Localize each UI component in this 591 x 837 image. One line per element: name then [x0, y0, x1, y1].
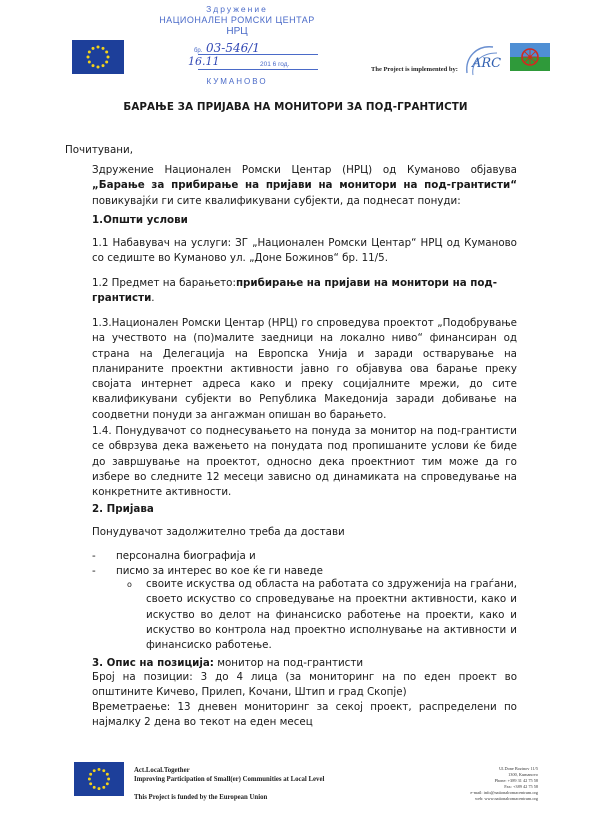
arc-logo: [463, 43, 505, 77]
stamp-city: КУМАНОВО: [206, 77, 268, 86]
section-3-duration: Времетраење: 13 дневен мониторинг за секој проект, распределени по најмалку 2 дена во текот на еден месец: [92, 701, 517, 729]
stamp-line-association: Здружение: [206, 4, 268, 14]
eu-stars-icon: [72, 40, 124, 74]
eu-star-icon: [92, 64, 95, 67]
eu-star-icon: [97, 46, 100, 49]
eu-star-icon: [106, 782, 109, 785]
eu-star-icon: [98, 768, 101, 771]
eu-star-icon: [98, 787, 101, 790]
contact-line: Fax: +389 42 75 58: [504, 784, 538, 790]
eu-star-icon: [88, 51, 91, 54]
eu-star-icon: [92, 47, 95, 50]
eu-star-icon: [93, 786, 96, 789]
eu-star-icon: [88, 61, 91, 64]
section-1-heading: 1.Општи услови: [92, 214, 188, 226]
contact-line: Ul.Done Bozinov 11/5: [499, 766, 538, 771]
section-1-2-label: 1.2 Предмет на барањето:: [92, 277, 236, 289]
eu-star-icon: [102, 769, 105, 772]
section-3-position: монитор на под-грантисти: [213, 657, 364, 669]
stamp-handwritten-area: [148, 39, 326, 68]
eu-star-icon: [93, 769, 96, 772]
stamp-line-org-name: НАЦИОНАЛЕН РОМСКИ ЦЕНТАР: [159, 15, 315, 25]
stamp-year: 201 6 год.: [260, 61, 290, 68]
stamp-number: 03-546/1: [206, 41, 260, 55]
eu-star-icon: [105, 61, 108, 64]
eu-star-icon: [88, 778, 91, 781]
section-3-heading: 3. Опис на позиција:: [92, 657, 214, 669]
stamp-rule: [198, 69, 318, 70]
eu-star-icon: [102, 786, 105, 789]
eu-flag-footer-logo: [74, 762, 124, 796]
section-1-4: 1.4. Понудувачот со поднесувањето на понуда за монитор на под-грантисти се обврзува дека важењето на понудата под пропишаните услови ќе биде до завршување на проектот, односно дека проектниот тим може да го избере во следните 12 месеци зависно од динамиката на спроведување на конкретните активности.: [92, 425, 517, 499]
section-1-2: [92, 276, 517, 307]
greeting: Почитувани,: [65, 144, 133, 156]
stamp-date: 16.11: [188, 55, 220, 68]
eu-star-icon: [107, 56, 110, 59]
document-title: БАРАЊЕ ЗА ПРИЈАВА НА МОНИТОРИ ЗА ПОД-ГРАНТИСТИ: [123, 101, 468, 113]
list-item-text: персонална биографија и: [116, 550, 256, 562]
contact-line: web: www.nationalromacentrum.org: [474, 796, 538, 802]
intro-paragraph: [92, 163, 517, 209]
eu-star-icon: [89, 773, 92, 776]
eu-flag-logo: [72, 40, 124, 74]
section-2-heading: 2. Пријава: [92, 503, 154, 515]
svg-text:ARC: ARC: [472, 56, 502, 71]
eu-star-icon: [105, 51, 108, 54]
section-1-2-dot: .: [151, 292, 155, 305]
footer-funding-note: This Project is funded by the European Union: [134, 794, 268, 801]
section-3-heading-line: [92, 656, 517, 671]
eu-star-icon: [97, 66, 100, 69]
eu-star-icon: [102, 64, 105, 67]
roma-flag-logo: [510, 43, 550, 71]
eu-star-icon: [89, 782, 92, 785]
list-item-text: писмо за интерес во кое ќе ги наведе: [116, 565, 323, 577]
intro-text: Здружение Национален Ромски Центар (НРЦ) од Куманово објавува: [92, 164, 517, 176]
footer-project-name: Act.Local.Together: [134, 767, 190, 774]
eu-star-icon: [87, 56, 90, 59]
footer-contact-block: [430, 766, 538, 803]
contact-line: Phone: +389 31 42 75 58: [494, 778, 538, 784]
section-1-3: 1.3.Национален Ромски Центар (НРЦ) го спроведува проектот „Подобрување на учеството на (по)малите заедници на локално ниво“ финансиран од страна на Делегација на Европска Унија и заради остварување на планираните проектни активности јавно го објавува ова барање преку својата интернет адреса како и преку социјалните мрежи, до сите квалификувани субјекти во Република Македонија заради добивање на соодветни понуди за ангажман опишан во барањето.: [92, 317, 517, 421]
contact-line: 1300, Kumanovo: [508, 772, 538, 778]
dash-bullet: -: [92, 565, 96, 577]
section-1-1: 1.1 Набавувач на услуги: ЗГ „Национален Ромски Центар“ НРЦ од Куманово со седиште во Куманово ул. „Доне Божинов“ бр. 11/5.: [92, 237, 517, 265]
section-3-count: Број на позиции: 3 до 4 лица (за мониторинг на по еден проект во општините Кичево, Прилеп, Кочани, Штип и град Скопје): [92, 671, 517, 699]
registration-stamp: [148, 4, 326, 86]
intro-bold-text: „Барање за прибирање на пријави на монитори на под-грантисти“: [92, 179, 517, 192]
section-2-list: [92, 549, 517, 579]
section-2-sub-item: своите искуства од областа на работата со здруженија на граѓани, своето искуство со спроведување на проектни активности, како и искуство во делот на финансиско работење на проекти, како и искуство во контрола над проектно исполнување на активности и финансиско работење.: [146, 578, 517, 652]
footer-project-subtitle: Improving Participation of Small(er) Communities at Local Level: [134, 776, 325, 783]
implemented-by-label: The Project is implemented by:: [371, 66, 458, 73]
intro-text-end: повикувајќи ги сите квалификувани субјекти, да поднесат понуди:: [92, 194, 461, 207]
eu-star-icon: [107, 778, 110, 781]
contact-line: e-mail: info@nationalromacentrum.org: [470, 790, 538, 796]
stamp-number-label: бр.: [194, 48, 203, 54]
circle-bullet: o: [127, 580, 132, 589]
dash-bullet: -: [92, 550, 96, 562]
eu-star-icon: [106, 773, 109, 776]
eu-stars-icon: [74, 762, 124, 796]
eu-star-icon: [102, 47, 105, 50]
section-1-2-subject: прибирање на пријави на монитори на под-грантисти: [92, 277, 498, 305]
stamp-line-abbrev: НРЦ: [226, 26, 248, 37]
list-item: [92, 549, 517, 564]
section-2-lead: Понудувачот задолжително треба да достави: [92, 526, 345, 538]
